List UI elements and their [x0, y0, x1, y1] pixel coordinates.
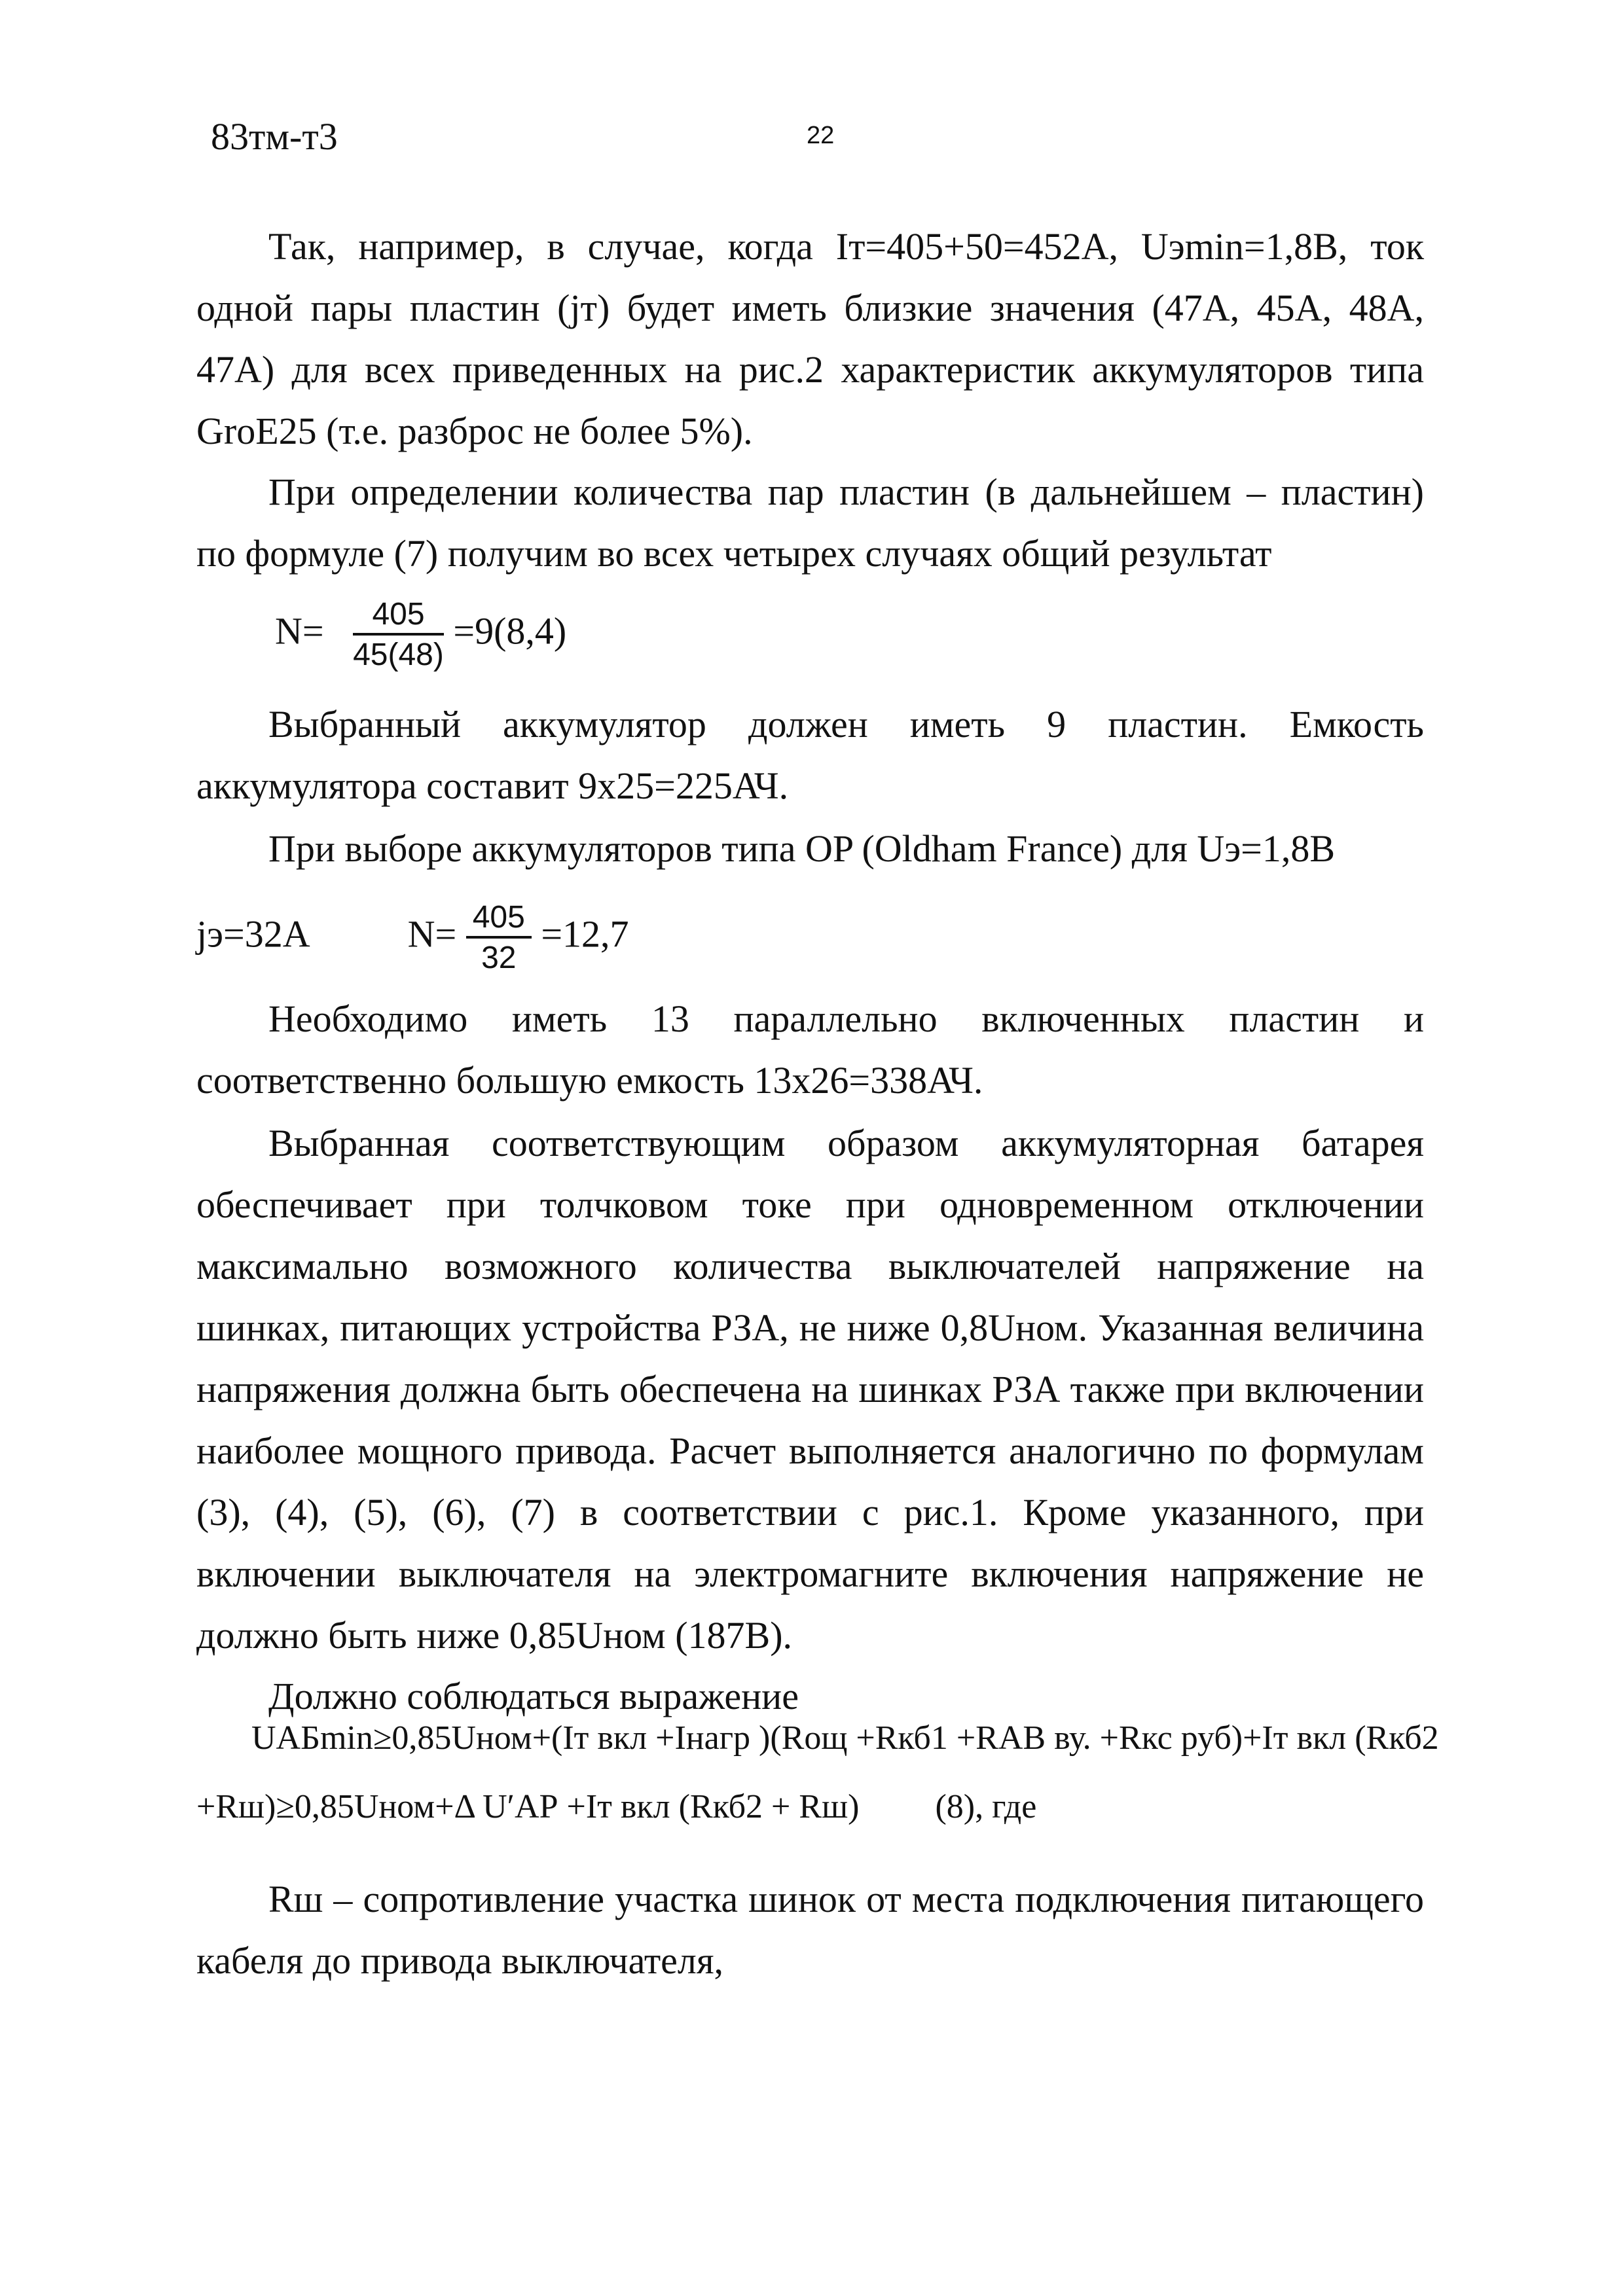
formula-n-plates	[275, 599, 566, 671]
paragraph-6-text: Выбранная соответствующим образом аккумуляторная батарея обеспечивает при толчковом токе при одновременном отключении максимально возможного количества выключателей напряжение на шинках, питающих устройства РЗА, не ниже 0,8Uном. Указанная величина напряжения должна быть обеспечена на шинках РЗА также при включении наиболее мощного привода. Расчет выполняется аналогично по формулам (3), (4), (5), (6), (7) в соответствии с рис.1. Кроме указанного, при включении выключателя на электромагните включения напряжение не должно быть ниже 0,85Uном (187В).	[196, 1122, 1424, 1657]
formula-op-numerator: 405	[466, 902, 532, 939]
document-code: 83тм-т3	[211, 115, 338, 158]
formula-8-tag: (8), где	[935, 1788, 1037, 1825]
formula-n-numerator: 405	[353, 599, 444, 636]
formula-8-line-2	[196, 1790, 1036, 1824]
paragraph-7-text: Должно соблюдаться выражение	[268, 1675, 799, 1717]
paragraph-8	[196, 1869, 1424, 1992]
formula-op-j-label: jэ=32А	[196, 912, 310, 956]
paragraph-4-text: При выборе аккумуляторов типа OP (Oldham France) для Uэ=1,8В	[268, 827, 1336, 870]
paragraph-5	[196, 988, 1424, 1111]
formula-8-line-2-text: +Rш)≥0,85Uном+Δ U′АР +Iт вкл (Rкб2 + Rш)	[196, 1788, 860, 1825]
paragraph-2-text: При определении количества пар пластин (в дальнейшем – пластин) по формуле (7) получим во всех четырех случаях общий результат	[196, 471, 1424, 575]
formula-op	[196, 902, 629, 974]
paragraph-8-text: Rш – сопротивление участка шинок от места подключения питающего кабеля до привода выключателя,	[196, 1878, 1424, 1982]
paragraph-4	[196, 818, 1424, 880]
paragraph-3-text: Выбранный аккумулятор должен иметь 9 пластин. Емкость аккумулятора составит 9х25=225АЧ.	[196, 703, 1424, 807]
paragraph-3	[196, 694, 1424, 817]
paragraph-1-text: Так, например, в случае, когда Iт=405+50=452А, Uэmin=1,8В, ток одной пары пластин (jт) будет иметь близкие значения (47А, 45А, 48А, 47А) для всех приведенных на рис.2 характеристик аккумуляторов типа GroE25 (т.е. разброс не более 5%).	[196, 225, 1424, 452]
formula-n-denominator: 45(48)	[353, 637, 444, 672]
paragraph-1	[196, 216, 1424, 462]
paragraph-7	[196, 1666, 1424, 1727]
formula-op-result: =12,7	[541, 912, 629, 956]
formula-op-lhs: N=	[407, 912, 457, 956]
paragraph-6	[196, 1113, 1424, 1666]
formula-op-denominator: 32	[481, 941, 517, 975]
formula-n-fraction	[353, 599, 444, 671]
paragraph-2	[196, 461, 1424, 584]
formula-n-result: =9(8,4)	[453, 609, 567, 653]
formula-op-fraction	[466, 902, 532, 974]
page-number: 22	[807, 122, 835, 149]
paragraph-5-text: Необходимо иметь 13 параллельно включенных пластин и соответственно большую емкость 13х26=338АЧ.	[196, 997, 1424, 1102]
formula-8-line-1: UАБmin≥0,85Uном+(Iт вкл +Iнагр )(Rощ +Rкб1 +RАВ ву. +Rкс руб)+Iт вкл (Rкб2	[251, 1719, 1439, 1757]
formula-n-lhs: N=	[275, 609, 324, 653]
